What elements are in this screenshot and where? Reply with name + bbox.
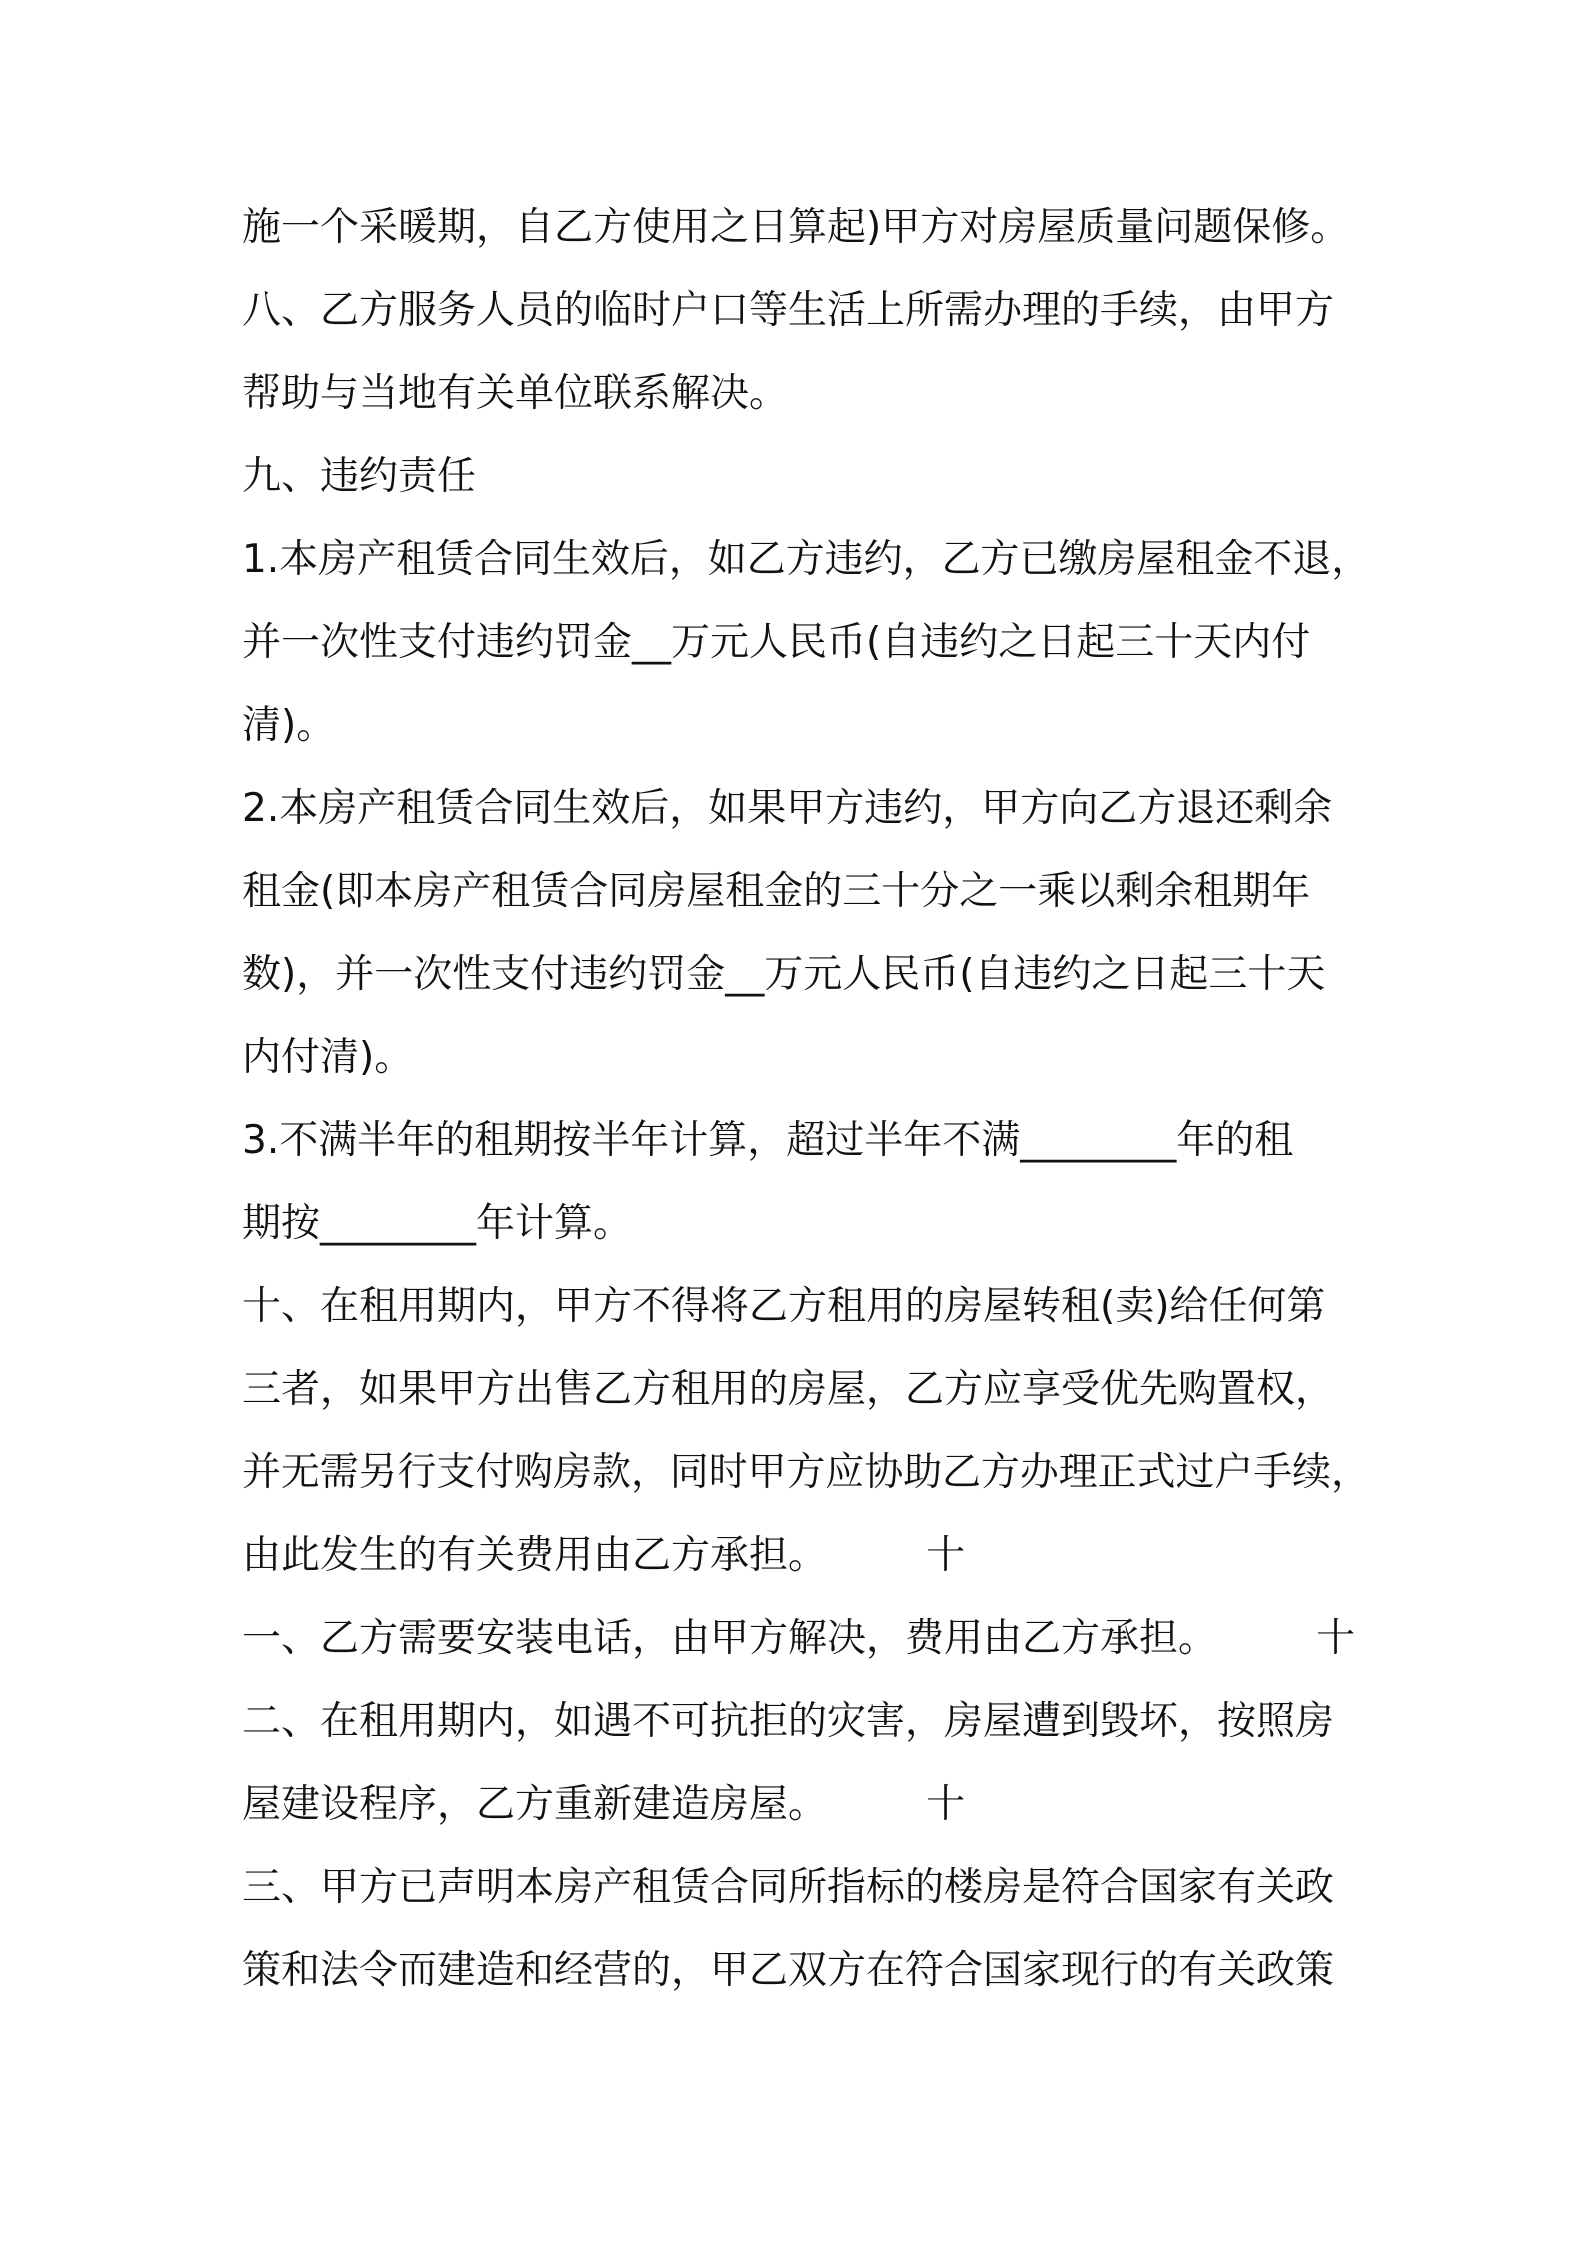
text-line: 一、乙方需要安装电话，由甲方解决，费用由乙方承担。 十: [242, 1616, 1356, 1661]
text-line: 并无需另行支付购房款，同时甲方应协助乙方办理正式过户手续，: [242, 1450, 1370, 1495]
section-heading: 九、违约责任: [242, 454, 477, 499]
text-line: 三者，如果甲方出售乙方租用的房屋，乙方应享受优先购置权，: [242, 1367, 1335, 1412]
text-line: 施一个采暖期，自乙方使用之日算起)甲方对房屋质量问题保修。: [242, 205, 1350, 250]
text-line: 内付清)。: [242, 1035, 414, 1080]
text-line: 3.不满半年的租期按半年计算，超过半年不满________年的租: [242, 1118, 1294, 1163]
text-line: 2.本房产租赁合同生效后，如果甲方违约，甲方向乙方退还剩余: [242, 786, 1333, 831]
text-line: 三、甲方已声明本房产租赁合同所指标的楼房是符合国家有关政: [242, 1865, 1335, 1910]
text-line: 八、乙方服务人员的临时户口等生活上所需办理的手续，由甲方: [242, 288, 1335, 333]
text-line: 清)。: [242, 703, 336, 748]
text-line: 数)，并一次性支付违约罚金__万元人民币(自违约之日起三十天: [242, 952, 1326, 997]
text-line: 租金(即本房产租赁合同房屋租金的三十分之一乘以剩余租期年: [242, 869, 1311, 914]
text-line: 十、在租用期内，甲方不得将乙方租用的房屋转租(卖)给任何第: [242, 1284, 1326, 1329]
text-line: 帮助与当地有关单位联系解决。: [242, 371, 789, 416]
text-line: 二、在租用期内，如遇不可抗拒的灾害，房屋遭到毁坏，按照房: [242, 1699, 1335, 1744]
text-line: 1.本房产租赁合同生效后，如乙方违约，乙方已缴房屋租金不退，: [242, 537, 1371, 582]
text-line: 策和法令而建造和经营的，甲乙双方在符合国家现行的有关政策: [242, 1948, 1335, 1993]
text-line: 并一次性支付违约罚金__万元人民币(自违约之日起三十天内付: [242, 620, 1311, 665]
text-line: 由此发生的有关费用由乙方承担。 十: [242, 1533, 966, 1578]
text-line: 期按________年计算。: [242, 1201, 633, 1246]
text-line: 屋建设程序，乙方重新建造房屋。 十: [242, 1782, 966, 1827]
